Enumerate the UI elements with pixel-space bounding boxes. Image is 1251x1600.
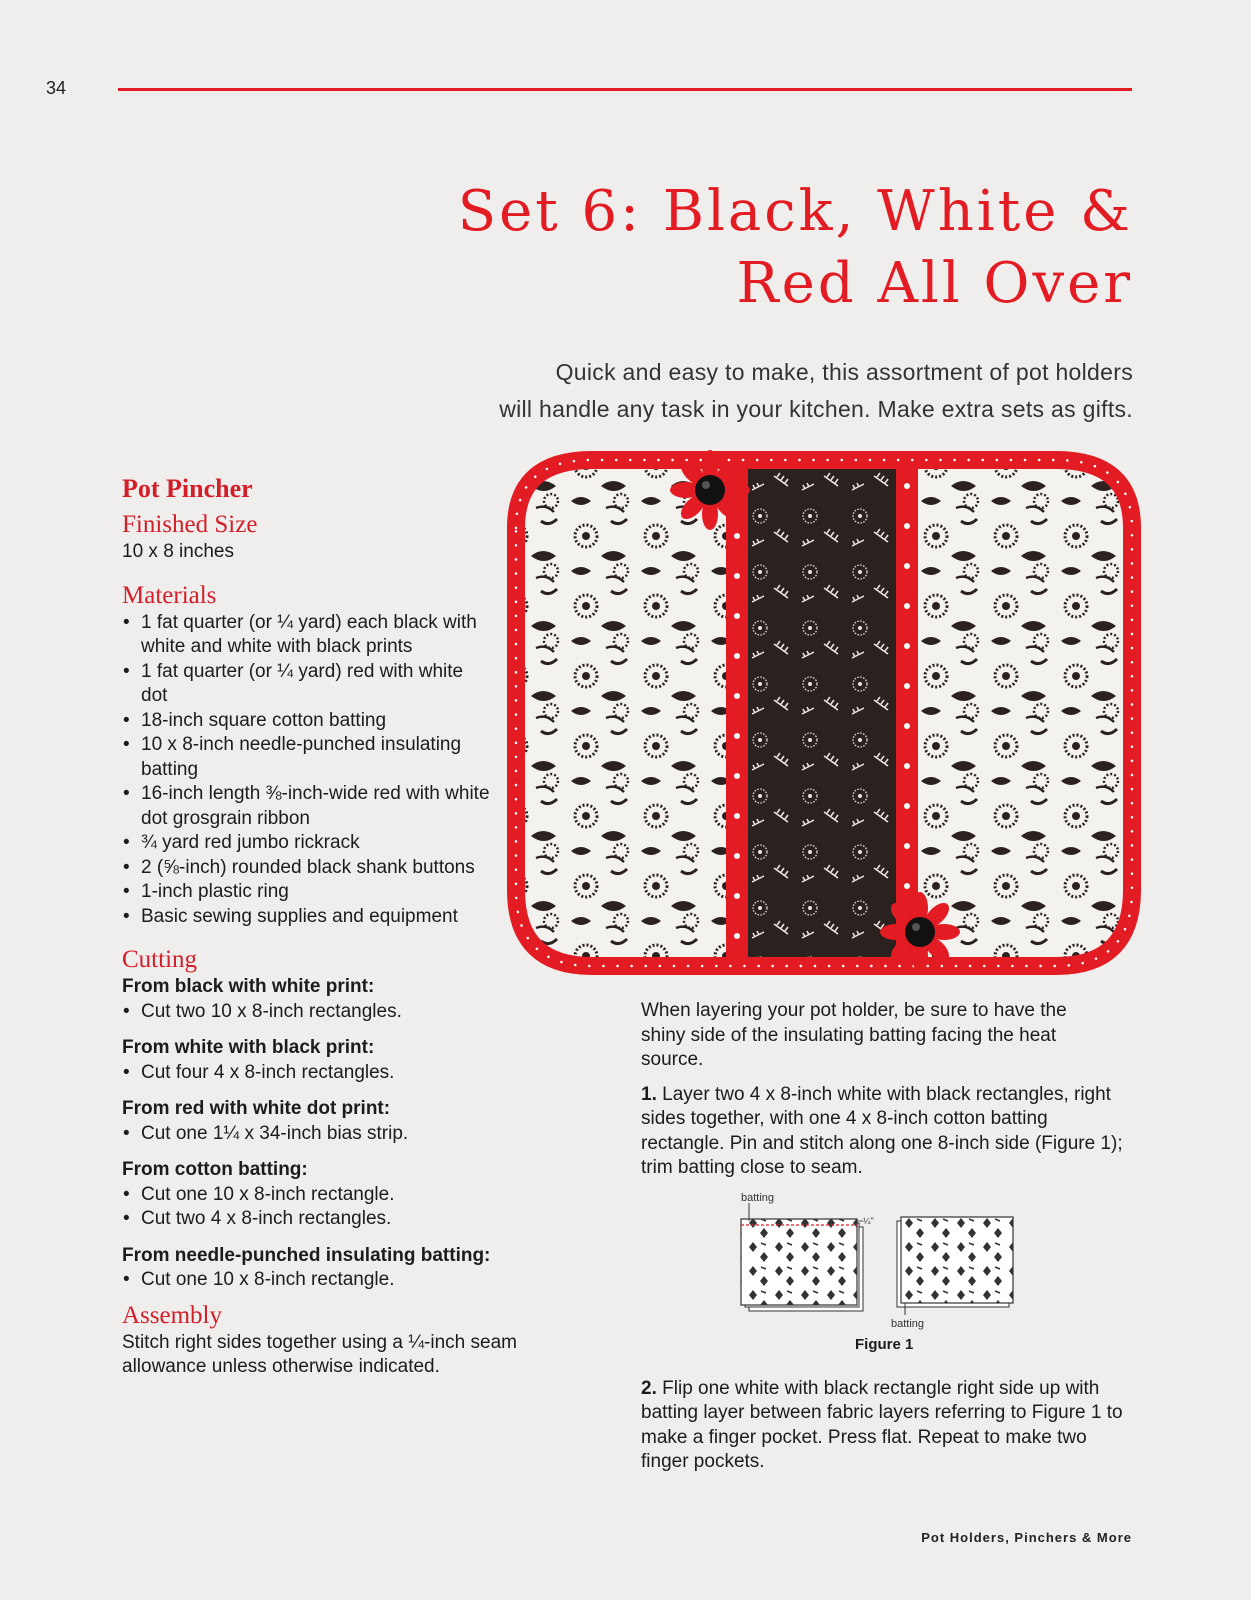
page-title [458,176,1133,320]
page-number: 34 [46,78,67,98]
right-column [641,999,1141,1475]
list-item: • 2 (⅝-inch) rounded black shank buttons [122,856,494,881]
list-item: • Cut two 4 x 8-inch rectangles. [122,1207,592,1232]
header-rule [118,88,1132,91]
pot-pincher-photo [496,446,1152,992]
figure-label-seam: ¼" [863,1215,874,1226]
step-2-number: 2. [641,1377,657,1399]
assembly-intro: Stitch right sides together using a ¼-inch seam allowance unless otherwise indicated. [122,1331,517,1377]
title-line-2: Red All Over [736,251,1133,316]
list-item: • Cut two 10 x 8-inch rectangles. [122,1000,592,1025]
cutting-subheading: From white with black print: [122,1037,375,1058]
figure-rect-right [901,1217,1013,1303]
fabric-body [496,446,1152,992]
list-item: • Cut one 10 x 8-inch rectangle. [122,1268,592,1293]
layering-note: When layering your pot holder, be sure to have the shiny side of the insulating batting facing the heat source. [641,1000,1067,1070]
list-item: • 1-inch plastic ring [122,880,494,905]
figure-label-batting-right: batting [891,1317,925,1330]
cutting-list [122,1122,592,1147]
step-1-text: Layer two 4 x 8-inch white with black rectangles, right sides together, with one 4 x 8-inch cotton batting rectangle. Pin and stitch along one 8-inch side (Figure 1); trim batting close to seam. [641,1083,1123,1178]
finished-size-heading: Finished Size [122,511,258,538]
step-2 [641,1377,1127,1475]
materials-heading: Materials [122,581,217,609]
list-item: • 1 fat quarter (or ¼ yard) red with white dot [122,660,494,709]
cutting-subheading: From red with white dot print: [122,1098,391,1119]
cutting-subheading: From black with white print: [122,976,375,997]
subtitle-line-2: will handle any task in your kitchen. Make extra sets as gifts. [499,396,1133,422]
page-subtitle [499,354,1133,428]
finished-size-value: 10 x 8 inches [122,541,234,562]
step-1 [641,1083,1127,1181]
figure-rect-left [741,1219,857,1305]
list-item: • 18-inch square cotton batting [122,709,494,734]
list-item: • Cut one 10 x 8-inch rectangle. [122,1183,592,1208]
figure-1 [641,1191,1141,1371]
list-item: • 16-inch length ⅜-inch-wide red with white dot grosgrain ribbon [122,782,494,831]
list-item: • Basic sewing supplies and equipment [122,905,561,930]
list-item: • 1 fat quarter (or ¼ yard) each black with white and white with black prints [122,611,494,660]
cutting-list [122,1061,592,1086]
assembly-heading: Assembly [122,1301,222,1329]
list-item: • Cut four 4 x 8-inch rectangles. [122,1061,592,1086]
list-item: • 10 x 8-inch needle-punched insulating batting [122,733,494,782]
materials-list [122,611,494,930]
figure-1-illustration [641,1191,1141,1331]
cutting-subheading: From cotton batting: [122,1159,308,1180]
cutting-heading: Cutting [122,946,198,973]
cutting-list [122,1183,592,1232]
project-name: Pot Pincher [122,474,253,503]
subtitle-line-1: Quick and easy to make, this assortment of pot holders [555,359,1133,385]
cutting-list [122,1000,592,1025]
list-item: • ¾ yard red jumbo rickrack [122,831,494,856]
cutting-subheading: From needle-punched insulating batting: [122,1244,491,1266]
figure-label-batting-left: batting [741,1191,775,1204]
step-2-text: Flip one white with black rectangle right side up with batting layer between fabric layers referring to Figure 1 to make a finger pocket. Press flat. Repeat to make two finger pockets. [641,1377,1123,1472]
figure-caption: Figure 1 [855,1335,914,1353]
step-1-number: 1. [641,1083,657,1105]
title-line-1: Set 6: Black, White & [457,179,1133,244]
page-footer: Pot Holders, Pinchers & More [921,1530,1132,1545]
cutting-list [122,1268,592,1293]
list-item: • Cut one 1¼ x 34-inch bias strip. [122,1122,592,1147]
